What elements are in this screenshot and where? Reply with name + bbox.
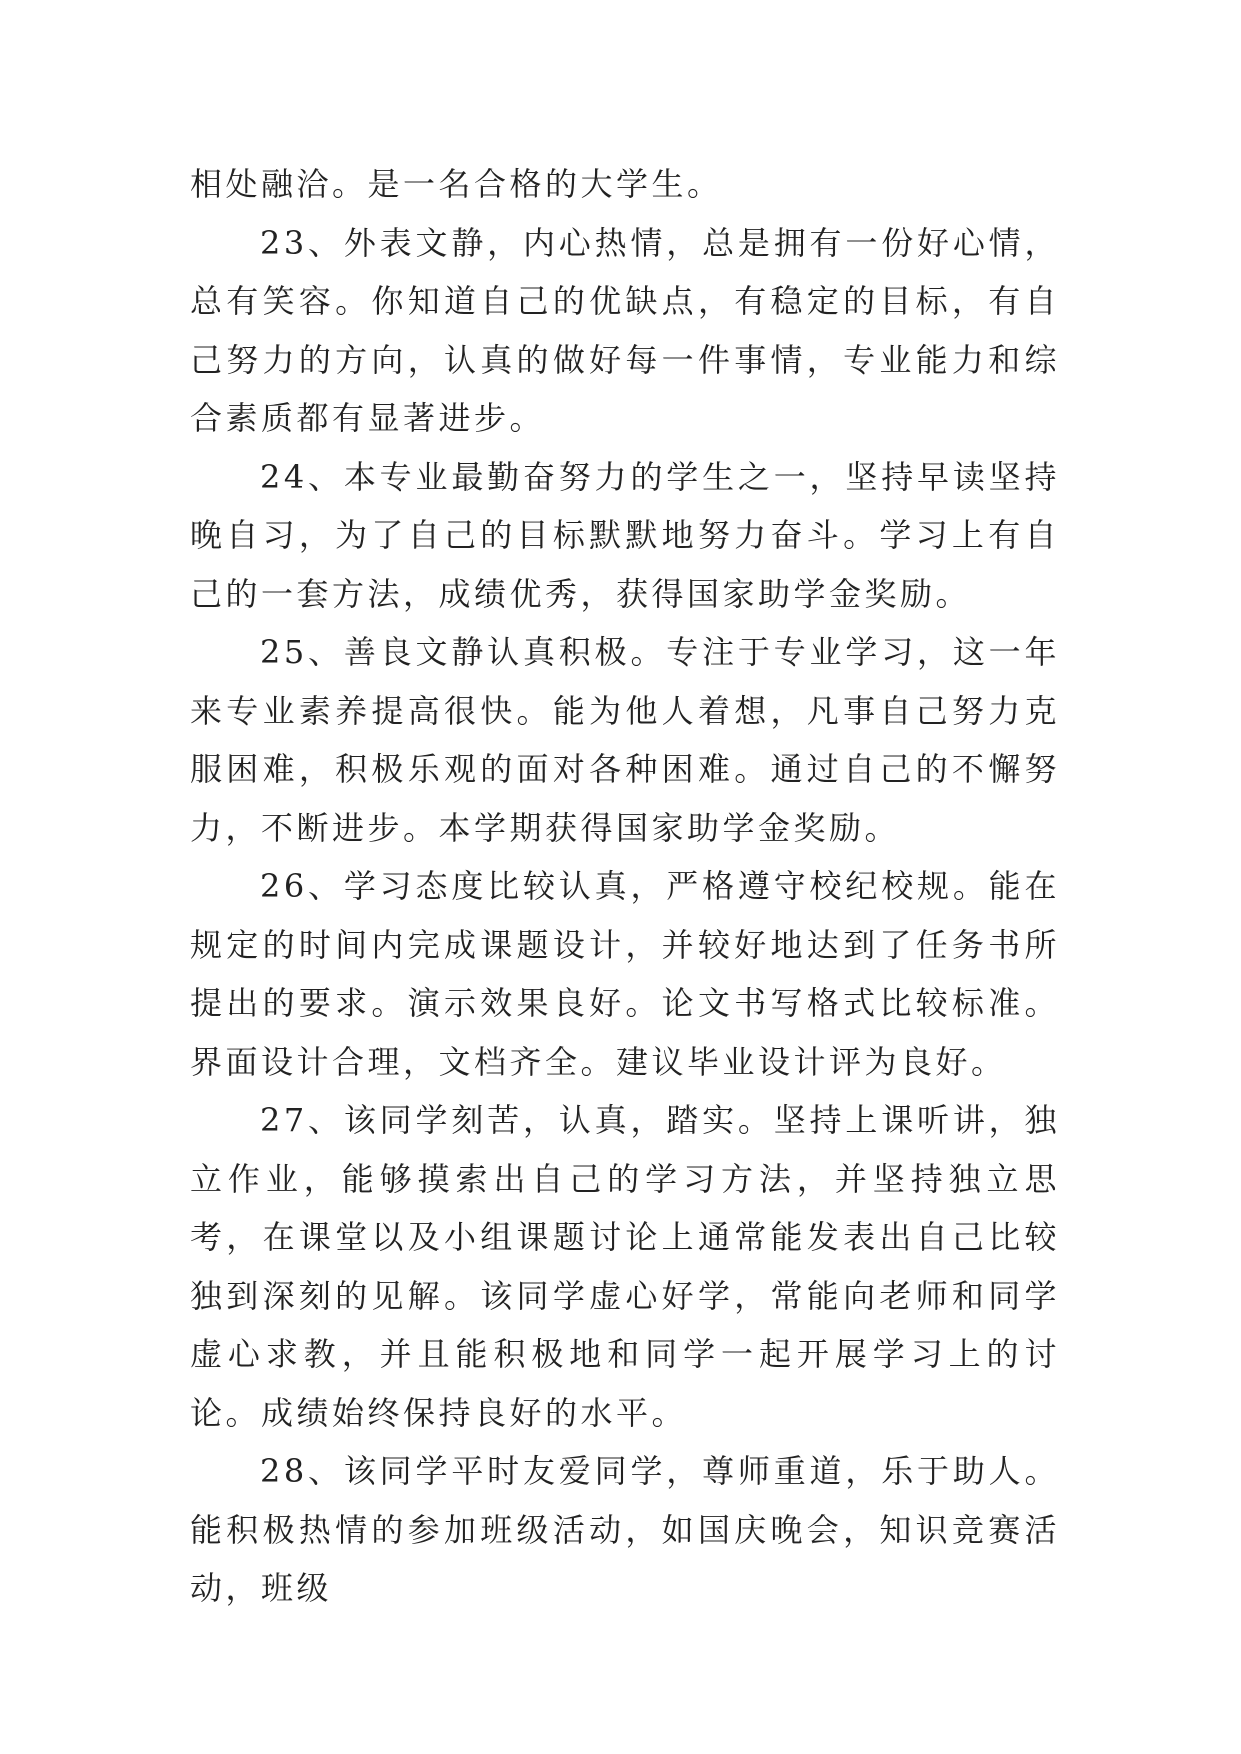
paragraph-27: 27、该同学刻苦，认真，踏实。坚持上课听讲，独立作业，能够摸索出自己的学习方法，并坚持独立思考，在课堂以及小组课题讨论上通常能发表出自己比较独到深刻的见解。该同学虚心好学，常能向老师和同学虚心求教，并且能积极地和同学一起开展学习上的讨论。成绩始终保持良好的水平。 <box>190 1101 1060 1432</box>
paragraph-continuation: 相处融洽。是一名合格的大学生。 <box>190 165 723 203</box>
paragraph-26: 26、学习态度比较认真，严格遵守校纪校规。能在规定的时间内完成课题设计，并较好地达到了任务书所提出的要求。演示效果良好。论文书写格式比较标准。界面设计合理，文档齐全。建议毕业设计评为良好。 <box>190 867 1060 1081</box>
paragraph-23: 23、外表文静，内心热情，总是拥有一份好心情，总有笑容。你知道自己的优缺点，有稳定的目标，有自己努力的方向，认真的做好每一件事情，专业能力和综合素质都有显著进步。 <box>190 223 1060 437</box>
document-body <box>190 155 1060 1618</box>
paragraph-25: 25、善良文静认真积极。专注于专业学习，这一年来专业素养提高很快。能为他人着想，凡事自己努力克服困难，积极乐观的面对各种困难。通过自己的不懈努力，不断进步。本学期获得国家助学金奖励。 <box>190 633 1060 847</box>
paragraph-24: 24、本专业最勤奋努力的学生之一，坚持早读坚持晚自习，为了自己的目标默默地努力奋斗。学习上有自己的一套方法，成绩优秀，获得国家助学金奖励。 <box>190 457 1060 613</box>
paragraph-28: 28、该同学平时友爱同学，尊师重道，乐于助人。能积极热情的参加班级活动，如国庆晚会，知识竞赛活动，班级 <box>190 1452 1060 1607</box>
